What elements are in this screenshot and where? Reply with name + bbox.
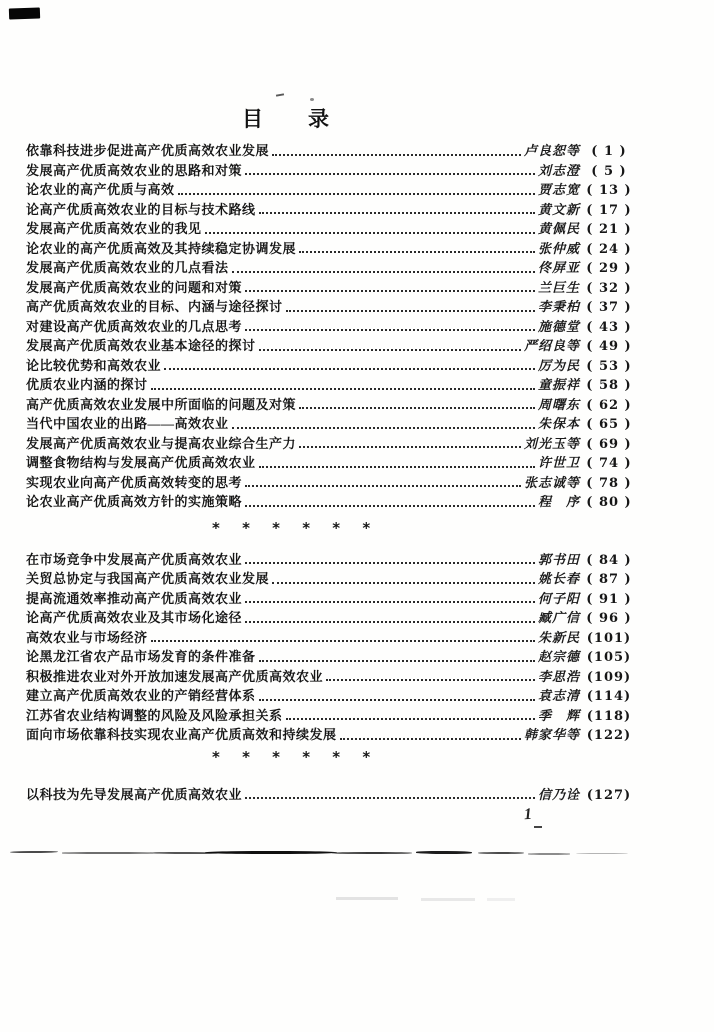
entry-author: 童振祥: [537, 377, 580, 392]
entry-title: 高产优质高效农业发展中所面临的问题及对策: [26, 396, 297, 412]
entry-page-number: ( 58 ): [586, 378, 632, 393]
dotted-leader: [205, 219, 535, 234]
dotted-leader: [286, 706, 535, 721]
dotted-leader: [259, 200, 535, 215]
entry-page-number: (114): [586, 689, 632, 704]
entry-page-number: (127): [586, 787, 632, 803]
toc-list: [26, 141, 638, 804]
toc-entry: [26, 686, 638, 706]
entry-title: 论农业高产优质高效方针的实施策略: [26, 494, 243, 509]
toc-entry: [26, 219, 638, 239]
scan-artifact-smudge: [487, 898, 515, 901]
entry-title: 发展高产优质高效农业的思路和对策: [26, 162, 243, 178]
entry-page-number: ( 78 ): [586, 475, 632, 491]
entry-author: 季 辉: [537, 707, 580, 723]
entry-author: 赵宗德: [537, 649, 580, 664]
entry-title: 论比较优势和高效农业: [26, 357, 162, 373]
entry-page-number: ( 5 ): [591, 163, 627, 179]
entry-author: 严绍良等: [523, 338, 580, 353]
entry-author: 何子阳: [537, 590, 580, 606]
entry-author: 程 序: [537, 494, 580, 509]
entry-page-number: ( 84 ): [586, 552, 632, 568]
entry-page-number: (109): [586, 669, 632, 685]
toc-entry: [26, 569, 638, 589]
entry-author: 李秉柏: [537, 299, 580, 314]
dotted-leader: [259, 453, 535, 468]
entry-page-number: ( 69 ): [586, 436, 632, 452]
dotted-leader: [245, 473, 521, 488]
entry-author: 韩家华等: [523, 727, 580, 742]
scan-artifact-underscore: [534, 826, 542, 828]
entry-page-number: ( 80 ): [586, 495, 632, 510]
scan-artifact-smudge: [336, 897, 398, 900]
scan-artifact-speck: [310, 98, 314, 101]
entry-page-number: ( 43 ): [586, 319, 632, 335]
entry-title: 优质农业内涵的探讨: [26, 377, 148, 392]
entry-page-number: ( 37 ): [586, 300, 632, 315]
entry-author: 信乃诠: [537, 786, 580, 802]
toc-entry: [26, 628, 638, 648]
dotted-leader: [259, 647, 535, 662]
toc-entry: [26, 336, 638, 356]
entry-title: 江苏省农业结构调整的风险及风险承担关系: [26, 707, 283, 723]
entry-author: 郭书田: [537, 551, 580, 567]
scan-artifact-tear-line: [205, 851, 337, 854]
entry-page-number: ( 13 ): [586, 183, 632, 198]
entry-page-number: ( 62 ): [586, 397, 632, 413]
entry-author: 佟屏亚: [537, 260, 580, 275]
entry-author: 贾志宽: [537, 182, 580, 197]
toc-entry: [26, 647, 638, 667]
entry-title: 论高产优质高效农业及其市场化途径: [26, 610, 243, 625]
toc-entry: [26, 200, 638, 220]
entry-author: 兰巨生: [537, 279, 580, 295]
dotted-leader: [232, 414, 535, 429]
toc-entry: [26, 395, 638, 415]
entry-author: 臧广信: [537, 610, 580, 625]
entry-author: 刘光玉等: [523, 435, 580, 451]
entry-page-number: ( 21 ): [586, 222, 632, 237]
dotted-leader: [245, 317, 535, 332]
toc-entry: [26, 297, 638, 317]
dotted-leader: [245, 785, 535, 800]
scan-artifact-ink-mark: [9, 7, 40, 19]
entry-page-number: ( 24 ): [586, 241, 632, 257]
entry-title: 发展高产优质高效农业基本途径的探讨: [26, 338, 256, 353]
entry-author: 袁志清: [537, 688, 580, 703]
scan-artifact-speck: [276, 93, 284, 96]
toc-entry: [26, 317, 638, 337]
entry-title: 依靠科技进步促进高产优质高效农业发展: [26, 143, 270, 158]
entry-author: 张仲威: [537, 240, 580, 256]
section-separator: * * * * * *: [212, 518, 371, 537]
dotted-leader: [299, 239, 535, 254]
dotted-leader: [245, 608, 535, 623]
entry-author: 厉为民: [537, 357, 580, 373]
toc-entry: [26, 278, 638, 298]
entry-page-number: ( 1 ): [591, 144, 627, 159]
entry-page-number: ( 32 ): [586, 280, 632, 296]
entry-page-number: (122): [586, 728, 632, 743]
dotted-leader: [272, 141, 521, 156]
entry-page-number: ( 49 ): [586, 339, 632, 354]
entry-author: 李思浩: [537, 668, 580, 684]
toc-entry: [26, 356, 638, 376]
entry-title: 论高产优质高效农业的目标与技术路线: [26, 201, 256, 217]
entry-author: 许世卫: [537, 455, 580, 470]
entry-author: 黄文新: [537, 201, 580, 217]
scan-artifact-tear-line: [10, 851, 58, 853]
dotted-leader: [259, 336, 521, 351]
scan-artifact-tear-line: [576, 853, 628, 854]
toc-entry: [26, 492, 638, 512]
toc-entry: [26, 667, 638, 687]
entry-title: 对建设高产优质高效农业的几点思考: [26, 318, 243, 334]
toc-entry: [26, 180, 638, 200]
entry-title: 面向市场依靠科技实现农业高产优质高效和持续发展: [26, 727, 337, 742]
scan-artifact-tear-line: [150, 852, 220, 854]
toc-group: [26, 141, 638, 512]
dotted-leader: [245, 550, 535, 565]
entry-page-number: ( 87 ): [586, 572, 632, 587]
toc-entry: [26, 785, 638, 805]
entry-author: 卢良恕等: [523, 143, 580, 158]
entry-author: 姚长春: [537, 571, 580, 586]
entry-title: 论黑龙江省农产品市场发育的条件准备: [26, 649, 256, 664]
entry-title: 提高流通效率推动高产优质高效农业: [26, 590, 243, 606]
entry-title: 发展高产优质高效农业的我见: [26, 221, 202, 236]
toc-entry: [26, 550, 638, 570]
toc-entry: [26, 161, 638, 181]
toc-entry: [26, 608, 638, 628]
dotted-leader: [272, 569, 535, 584]
dotted-leader: [164, 356, 535, 371]
page-title: 目 录: [242, 107, 341, 131]
entry-title: 发展高产优质高效农业的几点看法: [26, 260, 229, 275]
entry-page-number: ( 91 ): [586, 591, 632, 607]
scan-artifact-tear-line: [62, 852, 154, 854]
entry-page-number: ( 65 ): [586, 417, 632, 432]
dotted-leader: [232, 258, 535, 273]
toc-group: [26, 785, 638, 805]
entry-page-number: ( 96 ): [586, 611, 632, 626]
toc-entry: [26, 141, 638, 161]
toc-entry: [26, 453, 638, 473]
section-separator: * * * * * *: [212, 747, 371, 766]
toc-entry: [26, 706, 638, 726]
entry-author: 刘志澄: [537, 162, 580, 178]
scan-artifact-tear-line: [528, 853, 570, 855]
entry-page-number: ( 17 ): [586, 202, 632, 218]
entry-title: 发展高产优质高效农业与提高农业综合生产力: [26, 435, 297, 451]
dotted-leader: [299, 434, 521, 449]
toc-entry: [26, 434, 638, 454]
dotted-leader: [286, 297, 535, 312]
scan-artifact-smudge: [421, 898, 475, 901]
entry-title: 在市场竞争中发展高产优质高效农业: [26, 551, 243, 567]
entry-title: 积极推进农业对外开放加速发展高产优质高效农业: [26, 668, 324, 684]
toc-group: [26, 550, 638, 745]
entry-author: 周曙东: [537, 396, 580, 412]
entry-page-number: (105): [586, 650, 632, 665]
dotted-leader: [245, 161, 535, 176]
entry-title: 发展高产优质高效农业的问题和对策: [26, 279, 243, 295]
toc-entry: [26, 414, 638, 434]
entry-title: 调整食物结构与发展高产优质高效农业: [26, 455, 256, 470]
dotted-leader: [245, 589, 535, 604]
entry-title: 实现农业向高产优质高效转变的思考: [26, 474, 243, 490]
entry-title: 论农业的高产优质与高效: [26, 182, 175, 197]
scan-artifact-tear-line: [416, 851, 472, 854]
toc-entry: [26, 725, 638, 745]
entry-title: 当代中国农业的出路——高效农业: [26, 416, 229, 431]
entry-page-number: ( 29 ): [586, 261, 632, 276]
entry-author: 朱保本: [537, 416, 580, 431]
dotted-leader: [178, 180, 535, 195]
scan-artifact-tear-line: [478, 852, 524, 854]
entry-page-number: (118): [586, 708, 632, 724]
footer-page-number: 1: [523, 805, 533, 824]
dotted-leader: [245, 492, 535, 507]
entry-title: 建立高产优质高效农业的产销经营体系: [26, 688, 256, 703]
toc-entry: [26, 589, 638, 609]
dotted-leader: [299, 395, 535, 410]
toc-entry: [26, 473, 638, 493]
entry-title: 以科技为先导发展高产优质高效农业: [26, 786, 243, 802]
entry-page-number: (101): [586, 630, 632, 646]
entry-title: 高产优质高效农业的目标、内涵与途径探讨: [26, 299, 283, 314]
dotted-leader: [245, 278, 535, 293]
dotted-leader: [151, 628, 535, 643]
dotted-leader: [340, 725, 521, 740]
toc-entry: [26, 258, 638, 278]
entry-title: 论农业的高产优质高效及其持续稳定协调发展: [26, 240, 297, 256]
entry-author: 施德堂: [537, 318, 580, 334]
entry-author: 黄佩民: [537, 221, 580, 236]
dotted-leader: [259, 686, 535, 701]
entry-author: 张志诚等: [523, 474, 580, 490]
toc-entry: [26, 375, 638, 395]
dotted-leader: [326, 667, 535, 682]
entry-title: 高效农业与市场经济: [26, 629, 148, 645]
dotted-leader: [151, 375, 535, 390]
toc-entry: [26, 239, 638, 259]
entry-page-number: ( 53 ): [586, 358, 632, 374]
entry-title: 关贸总协定与我国高产优质高效农业发展: [26, 571, 270, 586]
entry-author: 朱新民: [537, 629, 580, 645]
scan-artifact-tear-line: [332, 852, 412, 854]
entry-page-number: ( 74 ): [586, 456, 632, 471]
